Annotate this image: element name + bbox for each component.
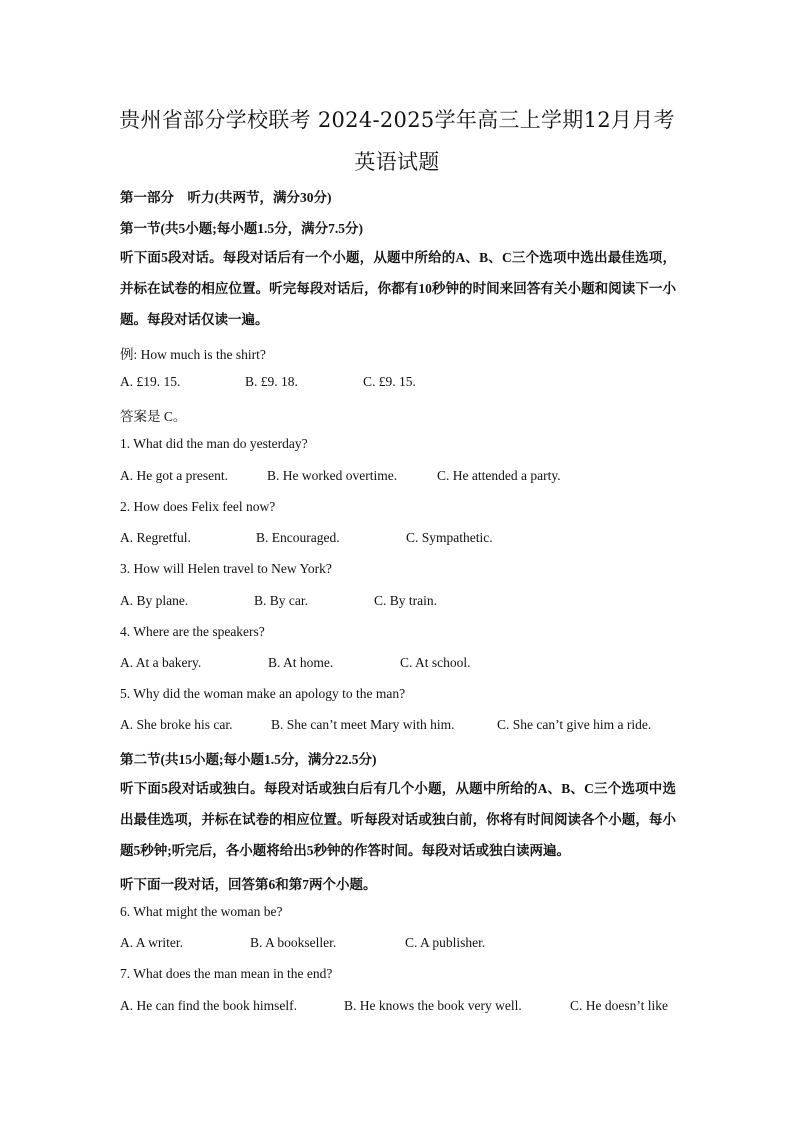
question-5-option-b: B. She can’t meet Mary with him.	[271, 717, 455, 732]
question-1-option-c: C. He attended a party.	[437, 468, 561, 483]
question-1: 1. What did the man do yesterday?	[120, 436, 308, 451]
question-5: 5. Why did the woman make an apology to the man?	[120, 686, 406, 701]
question-2-option-a: A. Regretful.	[120, 530, 191, 545]
exam-title: 贵州省部分学校联考 2024-2025学年高三上学期12月月考	[119, 108, 675, 132]
example-question: 例: How much is the shirt?	[120, 347, 266, 362]
section2-instructions: 听下面5段对话或独白。每段对话或独白后有几个小题，从题中所给的A、B、C三个选项中选出最佳选项，并标在试卷的相应位置。听每段对话或独白前，你将有时间阅读各个小题，每小题5秒钟;听完后，各小题将给出5秒钟的作答时间。每段对话或独白读两遍。	[120, 781, 676, 858]
section2-heading: 第二节(共15小题;每小题1.5分，满分22.5分)	[120, 752, 377, 767]
question-3-option-a: A. By plane.	[120, 593, 189, 608]
question-4-option-a: A. At a bakery.	[120, 655, 202, 670]
question-6-option-a: A. A writer.	[120, 935, 183, 950]
question-1-option-a: A. He got a present.	[120, 468, 228, 483]
section1-instructions: 听下面5段对话。每段对话后有一个小题，从题中所给的A、B、C三个选项中选出最佳选项，并标在试卷的相应位置。听完每段对话后，你都有10秒钟的时间来回答有关小题和阅读下一小题。每段对话仅读一遍。	[120, 250, 676, 327]
question-1-option-b: B. He worked overtime.	[267, 468, 398, 483]
question-5-option-a: A. She broke his car.	[120, 717, 233, 732]
question-4-option-c: C. At school.	[400, 655, 471, 670]
question-6-option-c: C. A publisher.	[405, 935, 486, 950]
question-6-option-b: B. A bookseller.	[250, 935, 337, 950]
dialogue-6-intro: 听下面一段对话，回答第6和第7两个小题。	[120, 877, 377, 892]
question-3-option-c: C. By train.	[374, 593, 437, 608]
question-7-option-c: C. He doesn’t like	[570, 998, 668, 1013]
question-7: 7. What does the man mean in the end?	[120, 966, 333, 981]
exam-subtitle: 英语试题	[354, 150, 440, 174]
example-answer: 答案是 C。	[120, 409, 187, 424]
section1-heading: 第一节(共5小题;每小题1.5分，满分7.5分)	[120, 221, 363, 236]
part1-heading: 第一部分 听力(共两节，满分30分)	[120, 190, 332, 205]
question-2-option-c: C. Sympathetic.	[406, 530, 493, 545]
example-option-b: B. £9. 18.	[245, 374, 298, 389]
question-3: 3. How will Helen travel to New York?	[120, 561, 332, 576]
question-4-option-b: B. At home.	[268, 655, 334, 670]
question-2-option-b: B. Encouraged.	[256, 530, 340, 545]
question-4: 4. Where are the speakers?	[120, 624, 265, 639]
example-option-a: A. £19. 15.	[120, 374, 181, 389]
question-7-option-b: B. He knows the book very well.	[344, 998, 522, 1013]
question-5-option-c: C. She can’t give him a ride.	[497, 717, 652, 732]
example-option-c: C. £9. 15.	[363, 374, 416, 389]
question-6: 6. What might the woman be?	[120, 904, 283, 919]
question-3-option-b: B. By car.	[254, 593, 308, 608]
question-7-option-a: A. He can find the book himself.	[120, 998, 297, 1013]
question-2: 2. How does Felix feel now?	[120, 499, 276, 514]
